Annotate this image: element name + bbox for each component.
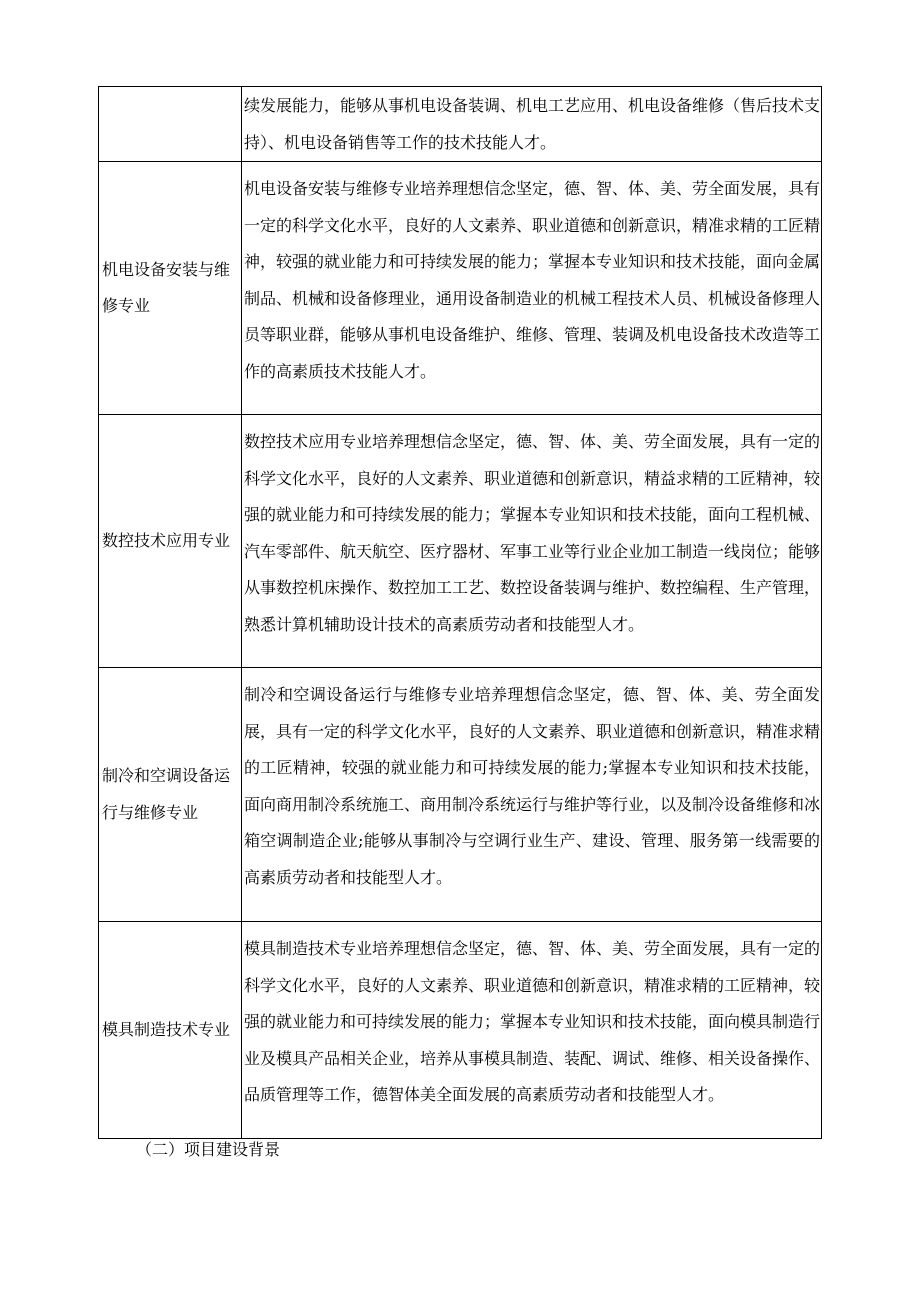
major-description-text: 制冷和空调设备运行与维修专业培养理想信念坚定，德、智、体、美、劳全面发展，具有一定的科学文化水平，良好的人文素养、职业道德和创新意识，精准求精的工匠精神，较强的就业能力和可持续发展的能力;掌握本专业知识和技术技能，面向商用制冷系统施工、商用制冷系统运行与维护等行业，以及制冷设备维修和冰箱空调制造企业;能够从事制冷与空调行业生产、建设、管理、服务第一线需要的高素质劳动者和技能型人才。 — [244, 685, 821, 887]
major-description-text: 续发展能力，能够从事机电设备装调、机电工艺应用、机电设备维修（售后技术支持）、机电设备销售等工作的技术技能人才。 — [244, 96, 821, 152]
major-name-cell: 制冷和空调设备运行与维修专业 — [99, 668, 242, 922]
major-description-cell — [242, 922, 822, 1139]
table-row — [99, 87, 822, 162]
major-description-text: 机电设备安装与维修专业培养理想信念坚定，德、智、体、美、劳全面发展，具有一定的科学文化水平，良好的人文素养、职业道德和创新意识，精准求精的工匠精神，较强的就业能力和可持续发展的能力；掌握本专业知识和技术技能，面向金属制品、机械和设备修理业，通用设备制造业的机械工程技术人员、机械设备修理人员等职业群，能够从事机电设备维护、维修、管理、装调及机电设备技术改造等工作的高素质技术技能人才。 — [244, 179, 821, 381]
major-description-cell — [242, 162, 822, 415]
major-name-cell — [99, 87, 242, 162]
major-description-cell — [242, 668, 822, 922]
table-row — [99, 668, 822, 922]
majors-table — [98, 86, 822, 1139]
major-name-cell: 机电设备安装与维修专业 — [99, 162, 242, 415]
major-description-cell — [242, 415, 822, 668]
table-row — [99, 922, 822, 1139]
section-heading: （二）项目建设背景 — [136, 1140, 281, 1159]
major-description-text: 模具制造技术专业培养理想信念坚定，德、智、体、美、劳全面发展，具有一定的科学文化水平，良好的人文素养、职业道德和创新意识，精准求精的工匠精神，较强的就业能力和可持续发展的能力；掌握本专业知识和技术技能，面向模具制造行业及模具产品相关企业，培养从事模具制造、装配、调试、维修、相关设备操作、品质管理等工作，德智体美全面发展的高素质劳动者和技能型人才。 — [244, 939, 821, 1104]
major-description-text: 数控技术应用专业培养理想信念坚定，德、智、体、美、劳全面发展，具有一定的科学文化水平，良好的人文素养、职业道德和创新意识，精益求精的工匠精神，较强的就业能力和可持续发展的能力；掌握本专业知识和技术技能，面向工程机械、汽车零部件、航天航空、医疗器材、军事工业等行业企业加工制造一线岗位；能够从事数控机床操作、数控加工工艺、数控设备装调与维护、数控编程、生产管理，熟悉计算机辅助设计技术的高素质劳动者和技能型人才。 — [244, 432, 821, 634]
major-name-cell: 数控技术应用专业 — [99, 415, 242, 668]
table-row — [99, 415, 822, 668]
table-row — [99, 162, 822, 415]
major-name-cell: 模具制造技术专业 — [99, 922, 242, 1139]
major-description-cell — [242, 87, 822, 162]
